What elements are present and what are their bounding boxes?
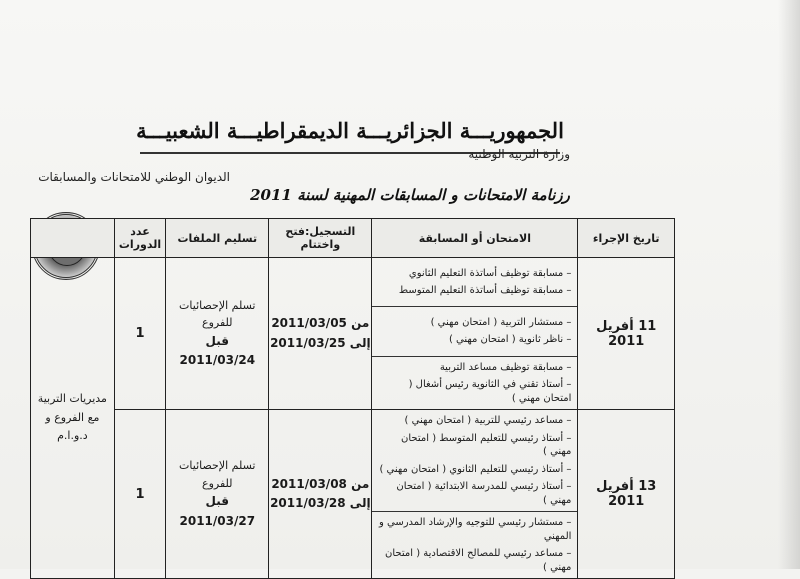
list-item: – أستاذ تقني في الثانوية رئيس أشغال ( امتحان مهني ) bbox=[378, 378, 571, 405]
exam-date: 13 أفريل 2011 bbox=[596, 479, 657, 509]
exam-list-cell bbox=[372, 410, 578, 579]
header-count: عدد الدورات bbox=[114, 219, 166, 258]
list-item: – مساعد رئيسي للمصالح الاقتصادية ( امتحان مهني ) bbox=[378, 547, 571, 574]
table-row bbox=[31, 258, 675, 410]
stats-text: تسلم الإحصائيات للفروع bbox=[179, 298, 256, 330]
list-item: – مسابقة توظيف أساتذة التعليم المتوسط bbox=[378, 284, 571, 298]
count-cell bbox=[114, 410, 166, 579]
header-exam: الامتحان أو المسابقة bbox=[372, 219, 578, 258]
office-label: الديوان الوطني للامتحانات والمسابقات bbox=[38, 170, 230, 184]
exam-list-cell bbox=[372, 258, 578, 410]
document-title: رزنامة الامتحانات و المسابقات المهنية لسنة 2011 bbox=[250, 186, 570, 204]
stats-text: تسلم الإحصائيات للفروع bbox=[179, 459, 256, 490]
date-cell bbox=[578, 258, 675, 410]
list-item: – مستشار رئيسي للتوجيه والإرشاد المدرسي و المهني bbox=[378, 516, 571, 543]
table-row bbox=[31, 410, 675, 579]
registration-cell bbox=[269, 410, 372, 579]
session-count: 1 bbox=[135, 326, 145, 341]
stats-date: قبل 2011/03/27 bbox=[179, 494, 256, 528]
date-cell bbox=[578, 410, 675, 579]
files-cell bbox=[166, 410, 269, 579]
exam-group bbox=[372, 410, 577, 512]
list-item: – ناظر ثانوية ( امتحان مهني ) bbox=[378, 333, 571, 347]
ministry-label: وزارة التربية الوطنية bbox=[468, 147, 570, 161]
header-registration: التسجيل:فتح واختتام bbox=[269, 219, 372, 258]
list-item: – أستاذ رئيسي للمدرسة الابتدائية ( امتحان مهني ) bbox=[378, 480, 571, 507]
header-date: تاريخ الإجراء bbox=[578, 219, 675, 258]
session-count: 1 bbox=[135, 486, 145, 502]
table-header-row bbox=[31, 219, 675, 258]
count-cell bbox=[114, 258, 166, 410]
list-item: – أستاذ رئيسي للتعليم الثانوي ( امتحان مهني ) bbox=[378, 463, 571, 477]
header-org bbox=[31, 219, 115, 258]
header-files: تسليم الملفات bbox=[166, 219, 269, 258]
registration-to: إلى 2011/03/28 bbox=[270, 496, 371, 510]
scan-edge-shadow bbox=[778, 0, 800, 569]
list-item: – أستاذ رئيسي للتعليم المتوسط ( امتحان مهني ) bbox=[378, 432, 571, 459]
list-item: – مستشار التربية ( امتحان مهني ) bbox=[378, 316, 571, 330]
list-item: – مسابقة توظيف مساعد التربية bbox=[378, 361, 571, 375]
stats-date: قبل 2011/03/24 bbox=[179, 333, 256, 368]
exam-schedule-table bbox=[30, 218, 675, 579]
exam-group bbox=[372, 307, 577, 356]
list-item: – مسابقة توظيف أساتذة التعليم الثانوي bbox=[378, 267, 571, 281]
org-cell bbox=[31, 258, 115, 579]
org-text: مديريات التربية مع الفروع و د.و.ا.م bbox=[37, 391, 107, 443]
registration-from: من 2011/03/05 bbox=[271, 316, 370, 331]
files-cell bbox=[166, 258, 269, 410]
exam-group bbox=[372, 258, 577, 307]
exam-date: 11 أفريل 2011 bbox=[596, 318, 657, 349]
republic-heading: الجمهوريـــة الجزائريـــة الديمقراطيـــة الشعبيـــة bbox=[136, 118, 564, 143]
registration-from: من 2011/03/08 bbox=[271, 476, 370, 491]
registration-to: إلى 2011/03/25 bbox=[270, 335, 371, 350]
registration-cell bbox=[269, 258, 372, 410]
list-item: – مساعد رئيسي للتربية ( امتحان مهني ) bbox=[378, 414, 571, 428]
exam-group bbox=[372, 357, 577, 410]
exam-group bbox=[372, 512, 577, 578]
